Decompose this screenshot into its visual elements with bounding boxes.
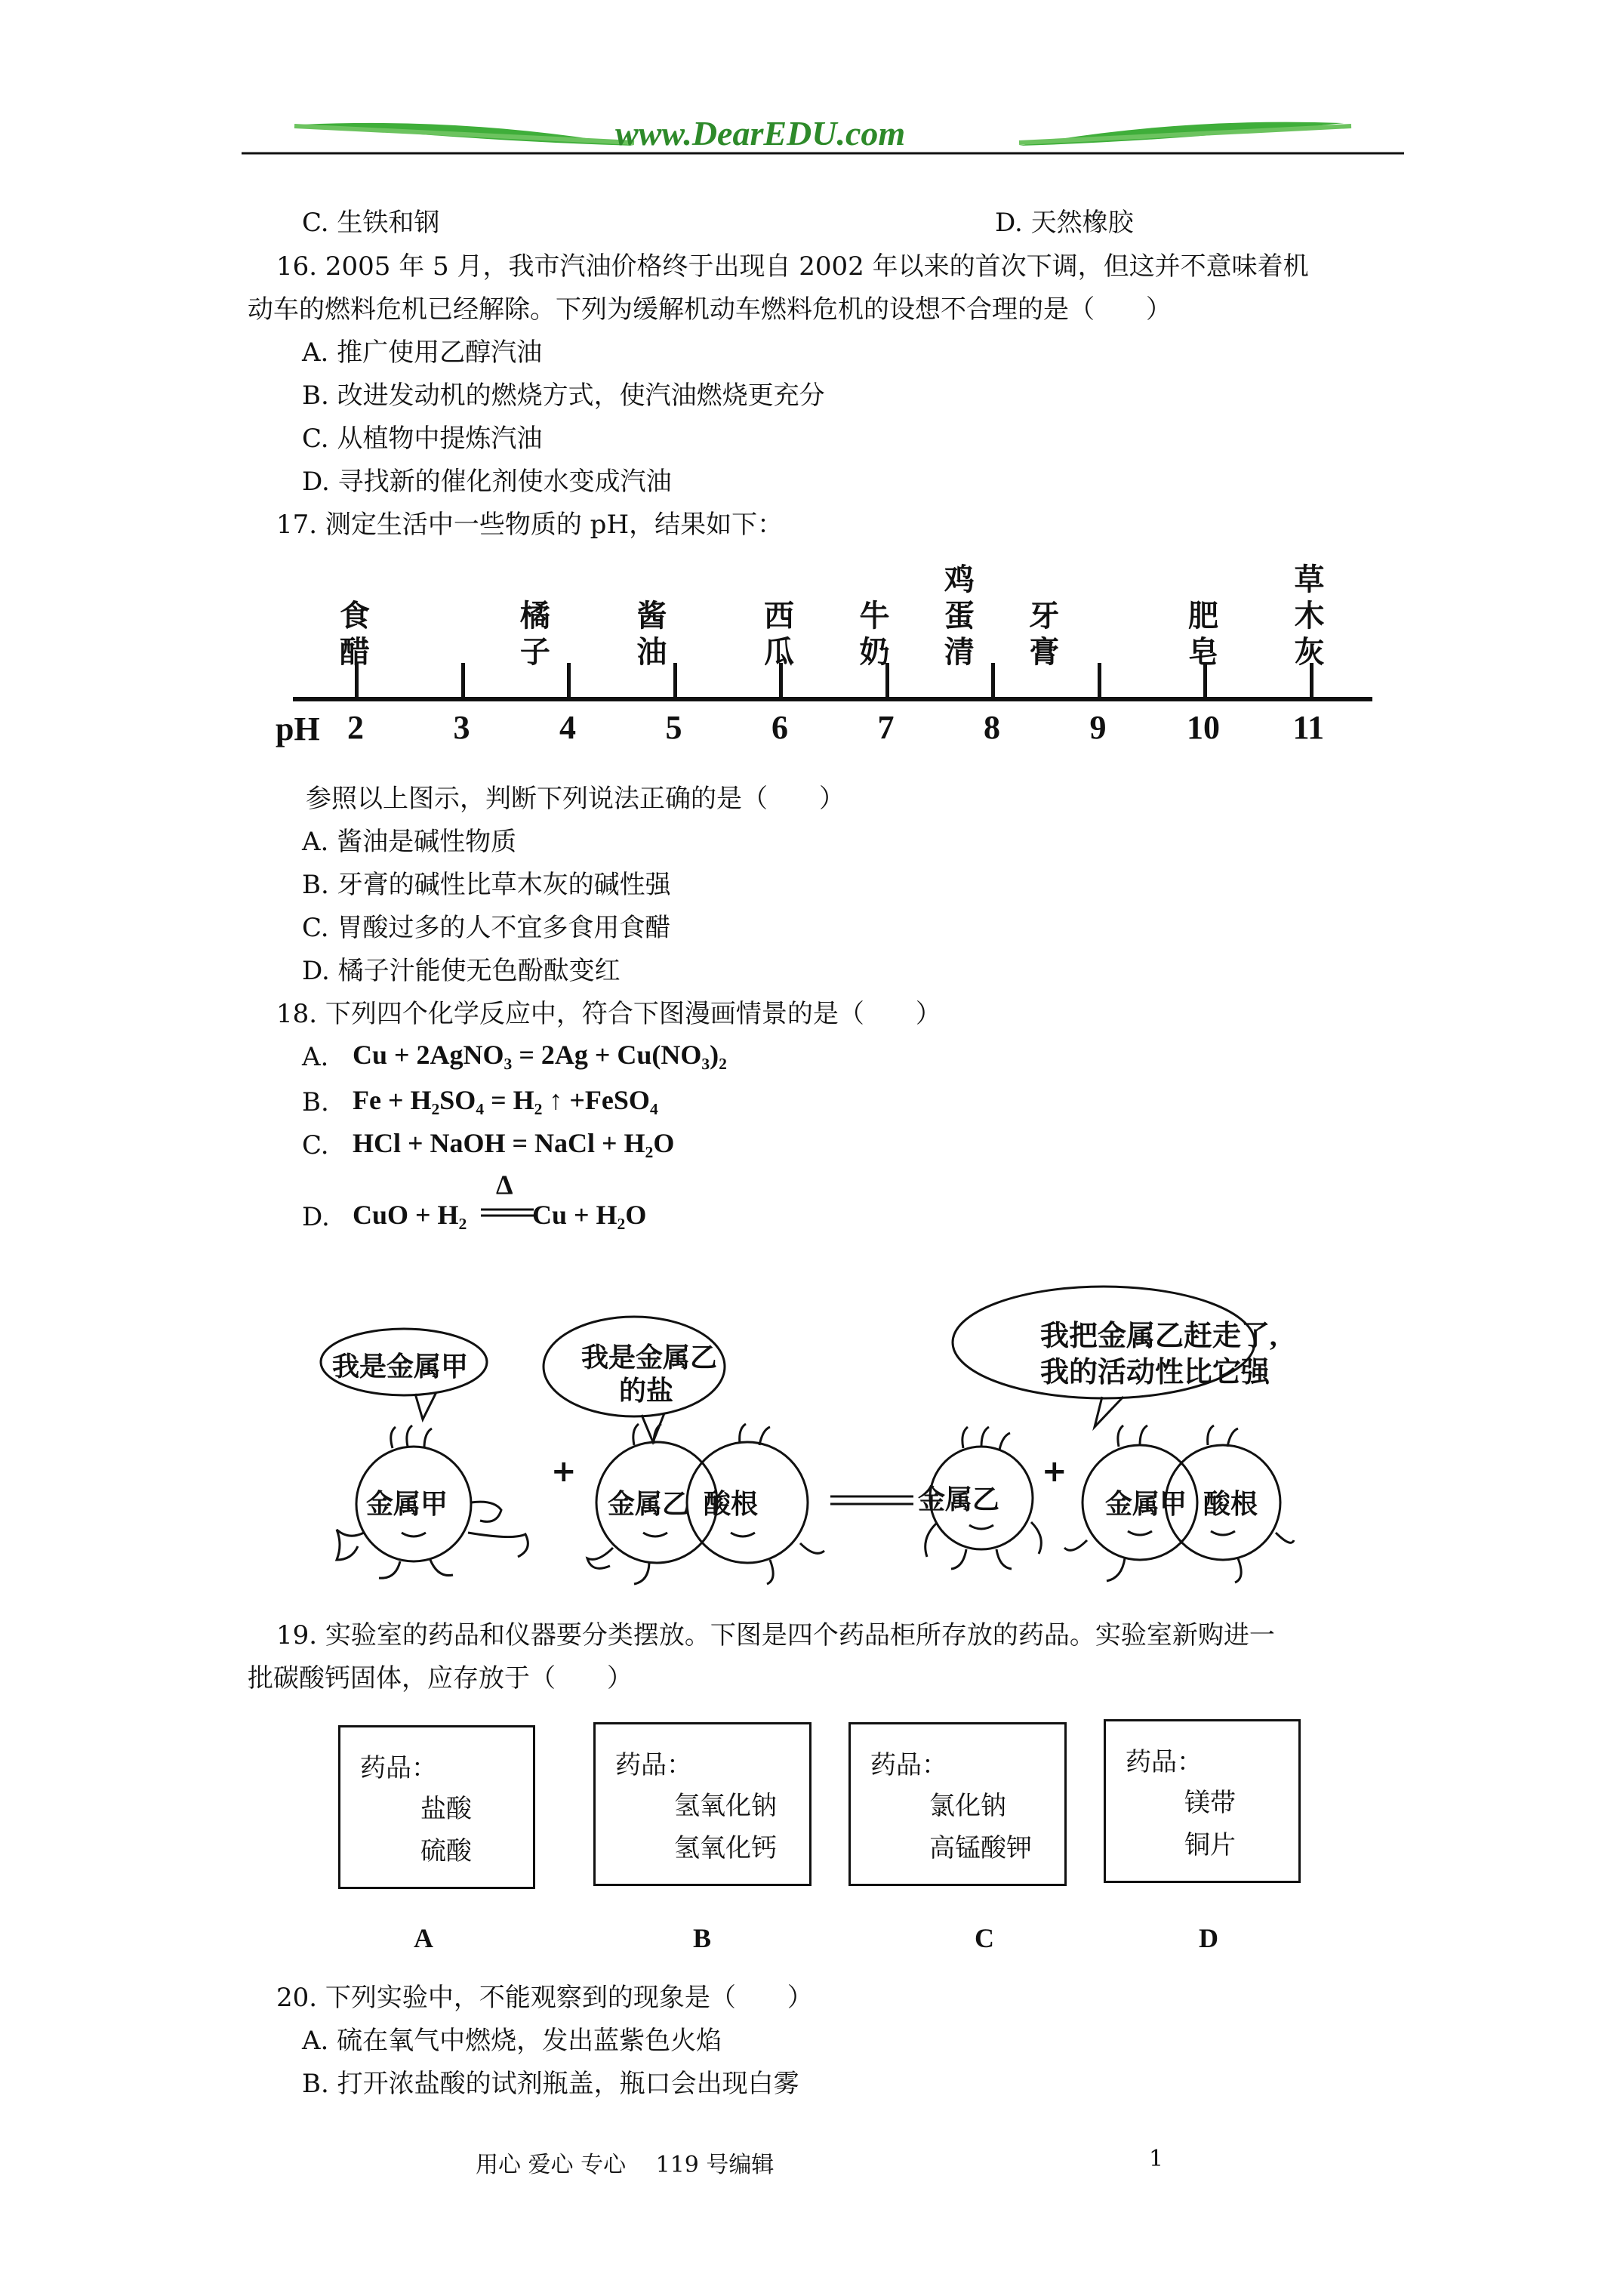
cabinet-a-item1: 盐酸 bbox=[420, 1794, 472, 1824]
ph-tick-mark bbox=[673, 663, 677, 699]
ph-tick-label: 2 bbox=[347, 709, 364, 746]
q18-option-d-label: D. bbox=[302, 1202, 330, 1232]
ph-tick-label: 10 bbox=[1187, 709, 1220, 746]
q17-stem: 17. 测定生活中一些物质的 pH，结果如下： bbox=[276, 510, 784, 540]
q16-option-a: A. 推广使用乙醇汽油 bbox=[302, 337, 543, 368]
cabinet-b-item1: 氢氧化钠 bbox=[674, 1791, 777, 1821]
ph-tick-label: 4 bbox=[559, 709, 576, 746]
ph-tick-label: 7 bbox=[877, 709, 895, 746]
q16-stem-line2: 动车的燃料危机已经解除。下列为缓解机动车燃料危机的设想不合理的是（ ） bbox=[248, 294, 1172, 325]
ph-tick-mark bbox=[461, 663, 465, 699]
ph-axis-label: pH bbox=[276, 710, 320, 747]
ph-substance-label: 橘子 bbox=[519, 599, 550, 670]
q18-option-d-right: Cu + H₂O bbox=[532, 1200, 647, 1230]
q20-option-a: A. 硫在氧气中燃烧，发出蓝紫色火焰 bbox=[302, 2026, 722, 2056]
ph-scale-axis bbox=[272, 559, 1389, 755]
q19-stem-line1: 19. 实验室的药品和仪器要分类摆放。下图是四个药品柜所存放的药品。实验室新购进一 bbox=[276, 1620, 1275, 1650]
q18-option-b-equation: Fe + H₂SO₄ = H₂ ↑ +FeSO₄ bbox=[353, 1085, 658, 1115]
q15-option-d: D. 天然橡胶 bbox=[995, 208, 1134, 238]
ph-tick-label: 5 bbox=[665, 709, 682, 746]
ph-tick-mark bbox=[567, 663, 571, 699]
ph-tick-mark bbox=[991, 663, 995, 699]
cabinet-d-letter: D bbox=[1199, 1923, 1218, 1953]
cartoon-ball-acid-radical-2: 酸根 bbox=[1203, 1489, 1258, 1519]
cabinet-b-label: 药品： bbox=[615, 1750, 692, 1780]
ph-substance-label: 西瓜 bbox=[764, 599, 794, 670]
q18-option-d-left: CuO + H₂ bbox=[353, 1200, 467, 1230]
ph-substance-label: 肥皂 bbox=[1188, 599, 1218, 670]
ph-substance-label: 鸡蛋清 bbox=[944, 562, 975, 670]
cartoon-ball-metal-a: 金属甲 bbox=[366, 1489, 448, 1519]
q17-option-c: C. 胃酸过多的人不宜多食用食醋 bbox=[302, 913, 671, 943]
q18-option-a-label: A. bbox=[302, 1042, 329, 1072]
cabinet-c bbox=[848, 1722, 1067, 1886]
cabinet-c-letter: C bbox=[975, 1923, 994, 1953]
q17-option-d: D. 橘子汁能使无色酚酞变红 bbox=[302, 956, 621, 986]
cabinet-a-label: 药品： bbox=[360, 1753, 437, 1783]
ph-tick-label: 3 bbox=[453, 709, 470, 746]
cartoon-ball-metal-b-freed: 金属乙 bbox=[918, 1484, 1000, 1515]
q16-option-c: C. 从植物中提炼汽油 bbox=[302, 424, 543, 454]
cabinet-a bbox=[338, 1725, 535, 1889]
cartoon-ball-acid-radical: 酸根 bbox=[704, 1489, 759, 1519]
cabinet-d-item2: 铜片 bbox=[1184, 1830, 1236, 1860]
cartoon-bubble-2-line2: 的盐 bbox=[619, 1376, 674, 1406]
q18-option-a-equation: Cu + 2AgNO₃ = 2Ag + Cu(NO₃)₂ bbox=[353, 1040, 727, 1070]
cabinet-d-item1: 镁带 bbox=[1184, 1788, 1236, 1818]
q16-stem-line1: 16. 2005 年 5 月，我市汽油价格终于出现自 2002 年以来的首次下调，但这并不意味着机 bbox=[276, 251, 1309, 282]
q19-stem-line2: 批碳酸钙固体，应存放于（ ） bbox=[248, 1663, 633, 1693]
cabinet-b-letter: B bbox=[693, 1923, 712, 1953]
ph-tick-label: 11 bbox=[1292, 709, 1325, 746]
site-logo-text: www.DearEDU.com bbox=[615, 114, 906, 153]
q18-option-c-label: C. bbox=[302, 1130, 329, 1160]
ph-substance-label: 牛奶 bbox=[859, 599, 890, 670]
svg-text:+: + bbox=[1042, 1454, 1067, 1489]
q17-prompt: 参照以上图示，判断下列说法正确的是（ ） bbox=[306, 784, 845, 814]
footer-page-number: 1 bbox=[1149, 2146, 1164, 2172]
cabinet-d-label: 药品： bbox=[1126, 1747, 1203, 1777]
footer-slogan: 用心 爱心 专心 119 号编辑 bbox=[476, 2152, 775, 2178]
q18-option-b-label: B. bbox=[302, 1087, 329, 1117]
cartoon-ball-metal-b: 金属乙 bbox=[608, 1489, 690, 1519]
cabinet-b bbox=[593, 1722, 812, 1886]
ph-tick-label: 9 bbox=[1089, 709, 1107, 746]
svg-text:+: + bbox=[551, 1454, 577, 1489]
q18-option-d-heat-symbol: Δ bbox=[496, 1170, 513, 1200]
cabinet-c-item2: 高锰酸钾 bbox=[929, 1833, 1032, 1863]
ph-substance-label: 草木灰 bbox=[1294, 562, 1325, 670]
cartoon-bubble-3-line2: 我的活动性比它强 bbox=[1040, 1357, 1270, 1388]
ph-tick-mark bbox=[1098, 663, 1101, 699]
cabinet-c-item1: 氯化钠 bbox=[929, 1791, 1006, 1821]
q16-option-d: D. 寻找新的催化剂使水变成汽油 bbox=[302, 467, 672, 497]
cabinet-c-label: 药品： bbox=[870, 1750, 947, 1780]
cabinet-d bbox=[1104, 1719, 1301, 1883]
q18-stem: 18. 下列四个化学反应中，符合下图漫画情景的是（ ） bbox=[276, 999, 941, 1029]
ph-tick-label: 6 bbox=[771, 709, 788, 746]
q15-option-c: C. 生铁和钢 bbox=[302, 208, 440, 238]
q18-option-d-double-line bbox=[481, 1207, 534, 1222]
cabinet-a-letter: A bbox=[414, 1923, 433, 1953]
cartoon-bubble-2-line1: 我是金属乙 bbox=[581, 1342, 718, 1373]
q16-option-b: B. 改进发动机的燃烧方式，使汽油燃烧更充分 bbox=[302, 381, 825, 411]
cartoon-bubble-1-text: 我是金属甲 bbox=[332, 1351, 469, 1382]
q17-option-a: A. 酱油是碱性物质 bbox=[302, 827, 517, 857]
ph-substance-label: 酱油 bbox=[636, 599, 667, 670]
cartoon-ball-metal-a-salt: 金属甲 bbox=[1105, 1489, 1187, 1519]
q20-stem: 20. 下列实验中，不能观察到的现象是（ ） bbox=[276, 1983, 813, 2013]
ph-substance-label: 牙膏 bbox=[1029, 599, 1060, 670]
cabinet-a-item2: 硫酸 bbox=[420, 1836, 472, 1866]
cabinet-b-item2: 氢氧化钙 bbox=[674, 1833, 777, 1863]
ph-tick-label: 8 bbox=[984, 709, 1000, 746]
q17-option-b: B. 牙膏的碱性比草木灰的碱性强 bbox=[302, 870, 671, 900]
q18-option-c-equation: HCl + NaOH = NaCl + H₂O bbox=[353, 1128, 675, 1158]
cartoon-bubble-3-line1: 我把金属乙赶走了, bbox=[1040, 1321, 1277, 1352]
ph-substance-label: 食醋 bbox=[340, 599, 370, 670]
q20-option-b: B. 打开浓盐酸的试剂瓶盖，瓶口会出现白雾 bbox=[302, 2069, 799, 2099]
